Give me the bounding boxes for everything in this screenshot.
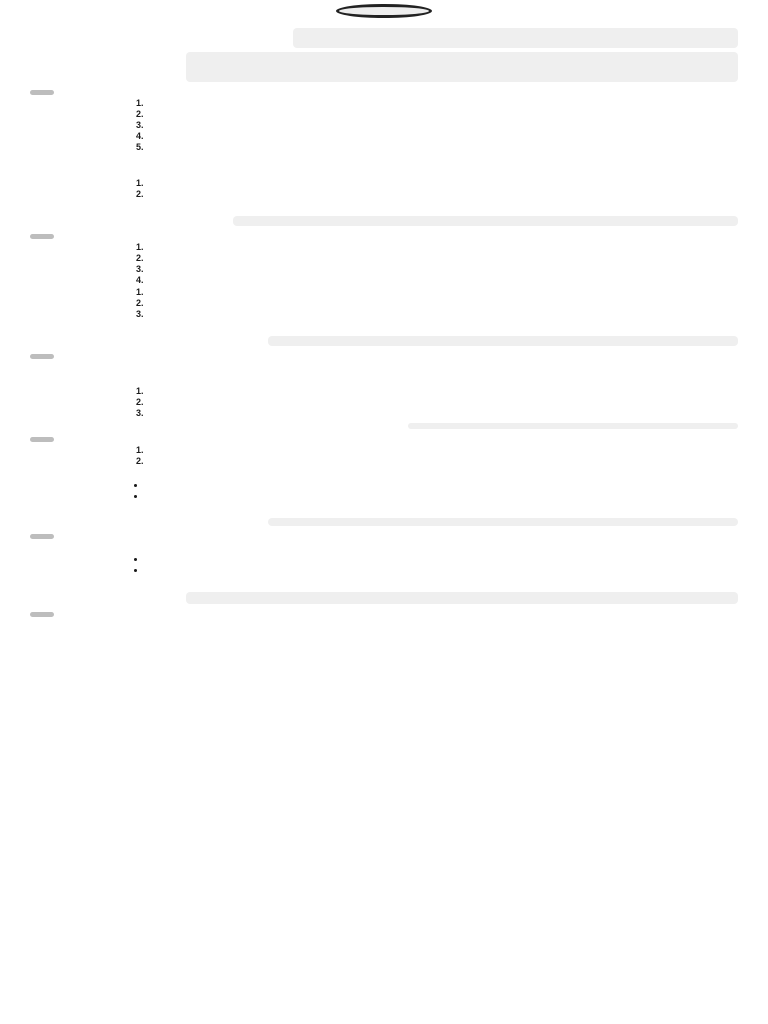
assistant-message-body xyxy=(104,433,738,515)
list-item xyxy=(146,491,738,501)
assistant-message-body xyxy=(104,350,738,420)
user-message-bubble xyxy=(408,423,738,429)
list-item xyxy=(146,275,738,285)
user-message xyxy=(30,336,738,346)
assistant-message-body xyxy=(104,230,738,333)
user-message xyxy=(30,423,738,429)
list-item xyxy=(146,386,738,396)
assistant-message-body xyxy=(104,608,738,644)
assistant-numbered-list xyxy=(104,386,738,418)
assistant-paragraph xyxy=(104,433,738,443)
list-item xyxy=(146,408,738,418)
list-item xyxy=(146,565,738,575)
assistant-bullet-list xyxy=(104,480,738,501)
user-message-bubble xyxy=(233,216,738,226)
list-item xyxy=(146,298,738,308)
assistant-message xyxy=(30,530,738,589)
user-message xyxy=(30,518,738,526)
list-item xyxy=(146,445,738,455)
assistant-paragraph xyxy=(104,374,738,384)
assistant-paragraph xyxy=(104,620,738,630)
assistant-numbered-list xyxy=(104,178,738,199)
list-item xyxy=(146,287,738,297)
assistant-message xyxy=(30,350,738,420)
assistant-avatar xyxy=(30,354,54,359)
list-item xyxy=(146,397,738,407)
list-item xyxy=(146,120,738,130)
user-message xyxy=(30,28,738,48)
assistant-message-body xyxy=(104,86,738,213)
assistant-paragraph xyxy=(104,632,738,642)
user-message xyxy=(30,592,738,604)
list-item xyxy=(146,109,738,119)
list-item xyxy=(146,309,738,319)
list-item xyxy=(146,554,738,564)
assistant-numbered-list xyxy=(104,98,738,152)
list-item xyxy=(146,178,738,188)
assistant-numbered-list xyxy=(104,287,738,319)
list-item xyxy=(146,480,738,490)
assistant-heading xyxy=(104,468,738,478)
user-message-bubble xyxy=(268,336,738,346)
assistant-paragraph xyxy=(104,577,738,587)
assistant-avatar xyxy=(30,234,54,239)
app-logo-icon xyxy=(336,4,432,18)
assistant-avatar xyxy=(30,90,54,95)
user-message-bubble xyxy=(268,518,738,526)
assistant-heading xyxy=(104,154,738,164)
list-item xyxy=(146,253,738,263)
assistant-paragraph xyxy=(104,86,738,96)
assistant-paragraph xyxy=(104,321,738,331)
user-message-bubble xyxy=(293,28,738,48)
user-message xyxy=(30,216,738,226)
assistant-bullet-list xyxy=(104,554,738,575)
list-item xyxy=(146,189,738,199)
assistant-numbered-list xyxy=(104,445,738,466)
assistant-avatar xyxy=(30,534,54,539)
list-item xyxy=(146,242,738,252)
assistant-paragraph xyxy=(104,230,738,240)
list-item xyxy=(146,142,738,152)
header xyxy=(30,4,738,24)
assistant-message xyxy=(30,230,738,333)
assistant-paragraph xyxy=(104,166,738,176)
list-item xyxy=(146,131,738,141)
user-message-continued xyxy=(30,52,738,82)
assistant-avatar xyxy=(30,437,54,442)
list-item xyxy=(146,98,738,108)
assistant-message xyxy=(30,433,738,515)
assistant-paragraph xyxy=(104,350,738,360)
assistant-paragraph xyxy=(104,503,738,513)
assistant-paragraph xyxy=(104,530,738,540)
assistant-paragraph xyxy=(104,608,738,618)
list-item xyxy=(146,456,738,466)
assistant-numbered-list xyxy=(104,242,738,285)
assistant-message-body xyxy=(104,530,738,589)
assistant-avatar xyxy=(30,612,54,617)
user-message-bubble xyxy=(186,52,738,82)
list-item xyxy=(146,264,738,274)
assistant-paragraph xyxy=(104,201,738,211)
assistant-heading xyxy=(104,362,738,372)
assistant-message xyxy=(30,608,738,644)
assistant-paragraph xyxy=(104,542,738,552)
assistant-message xyxy=(30,86,738,213)
user-message-bubble xyxy=(186,592,738,604)
